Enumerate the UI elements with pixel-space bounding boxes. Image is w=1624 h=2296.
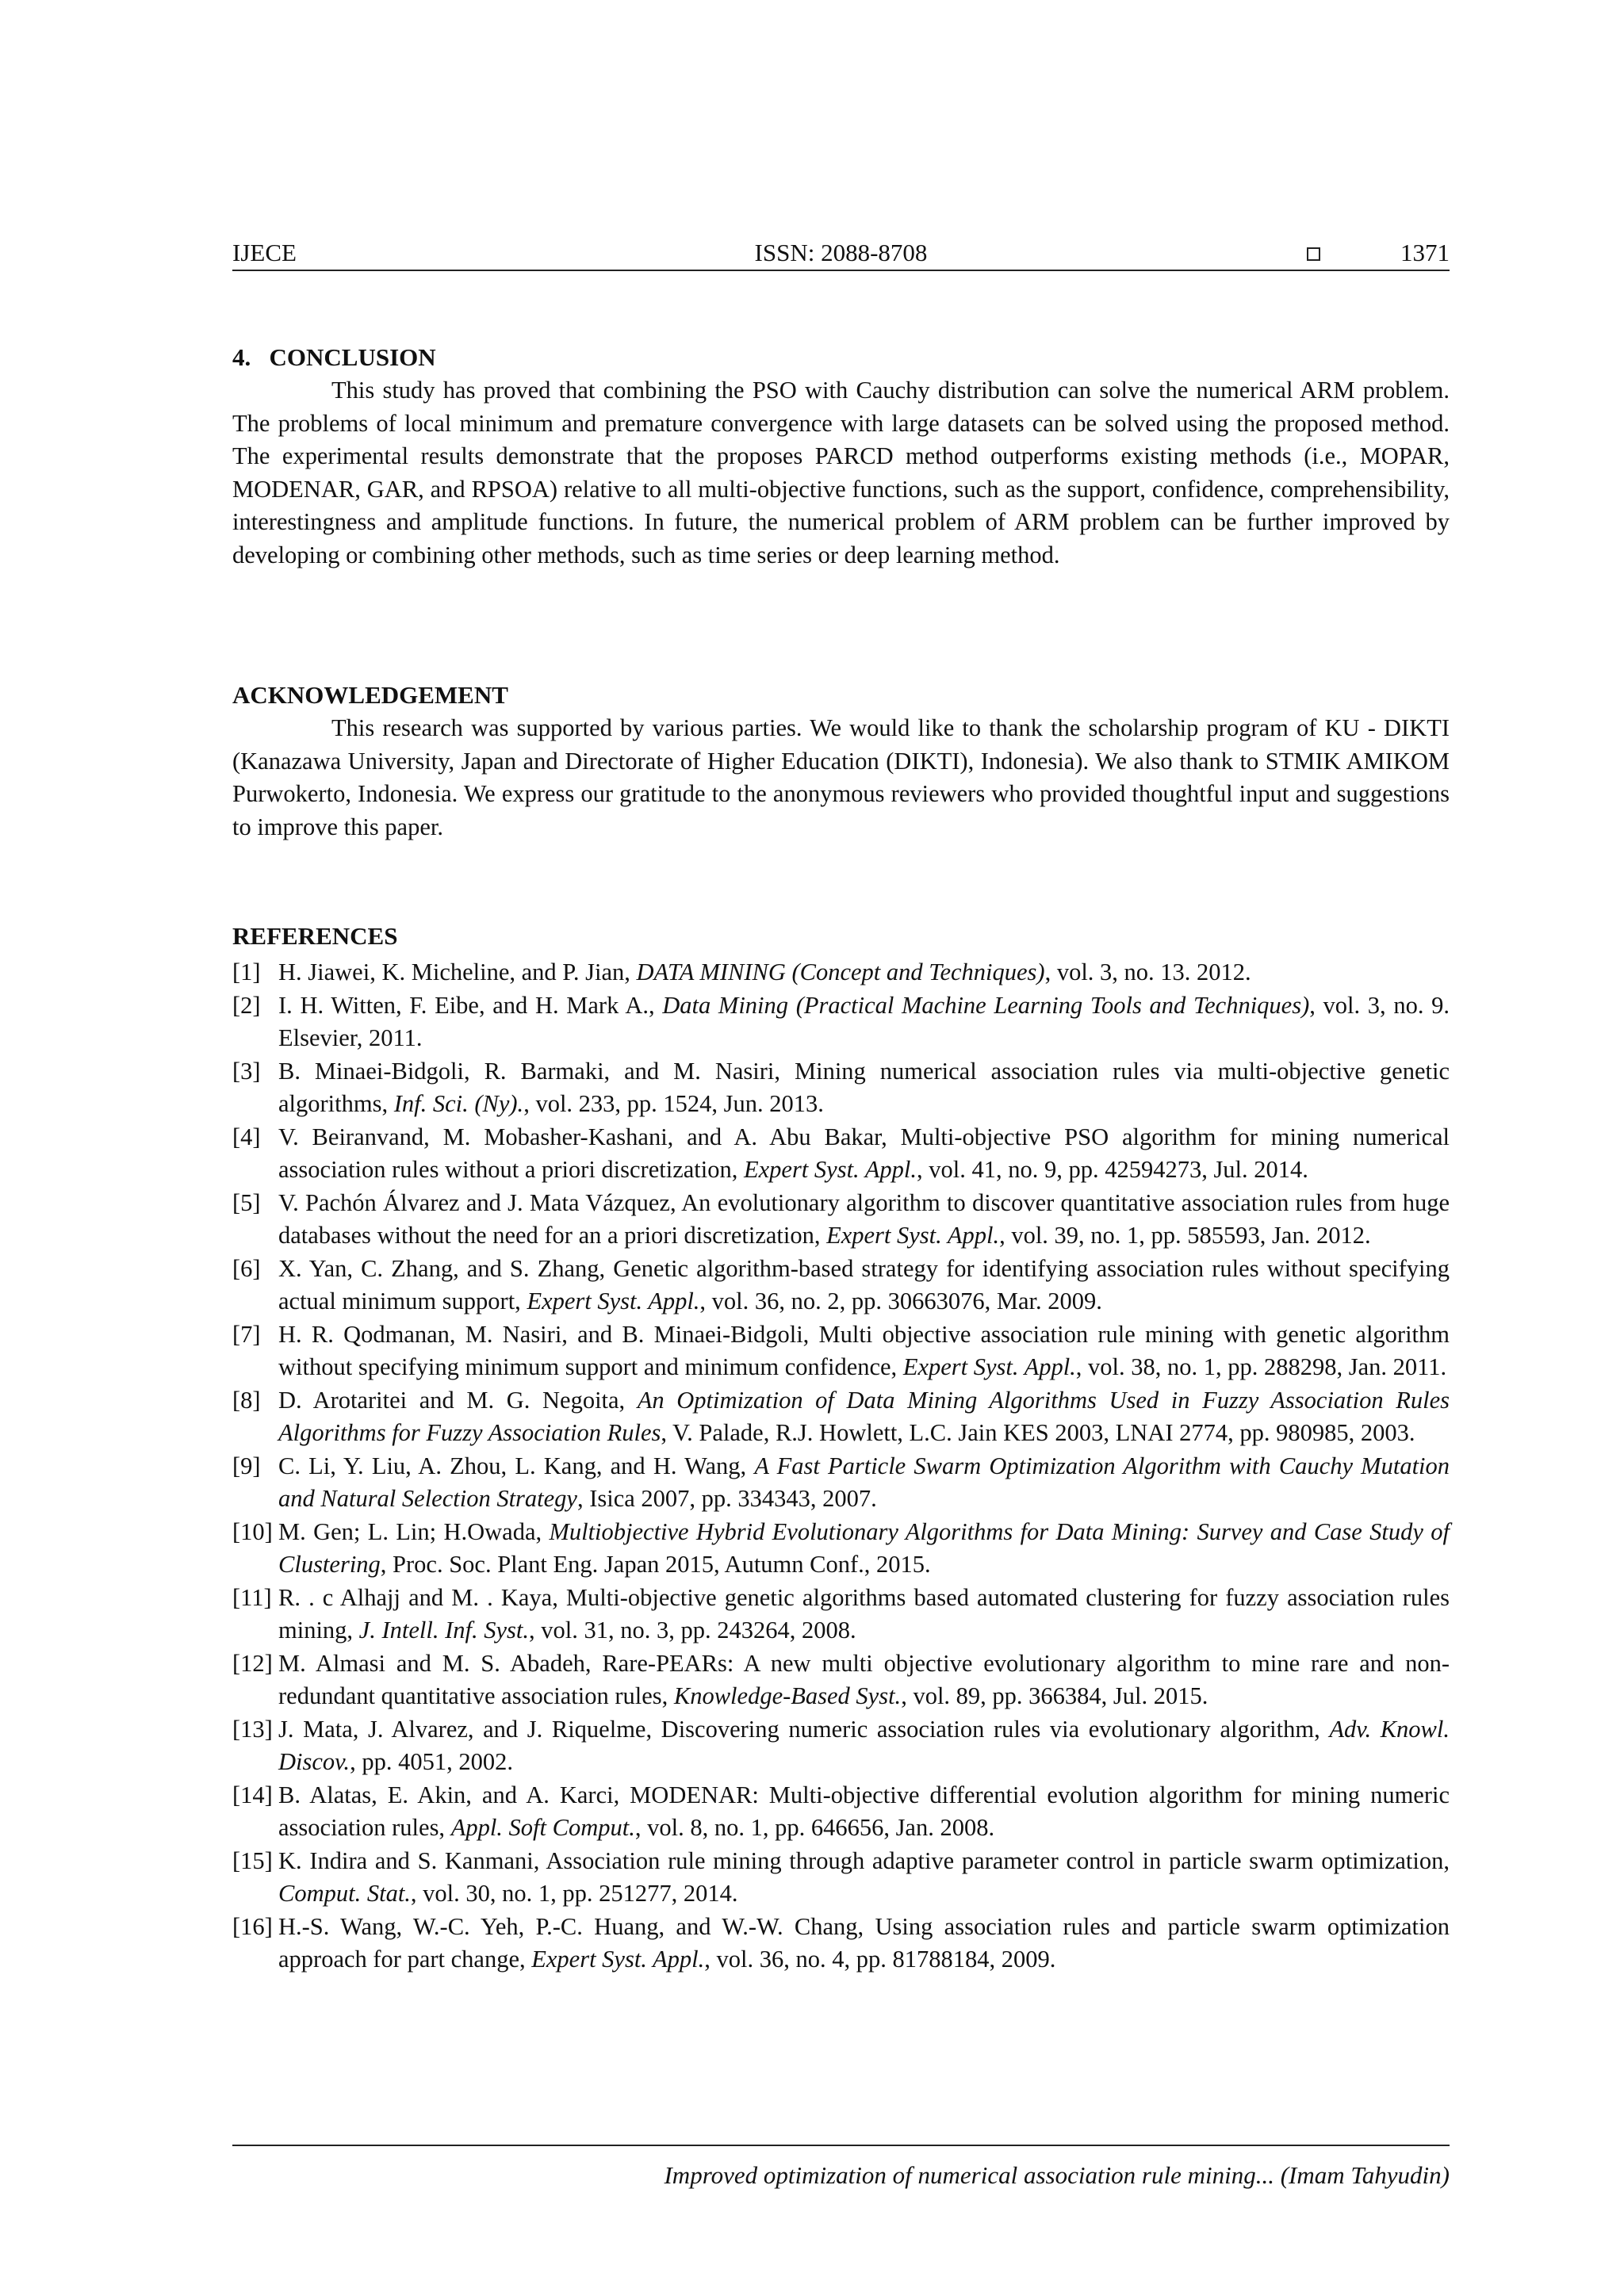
reference-authors-title: D. Arotaritei and M. G. Negoita, bbox=[278, 1386, 638, 1414]
reference-details: , vol. 38, no. 1, pp. 288298, Jan. 2011. bbox=[1075, 1353, 1447, 1380]
reference-venue: Expert Syst. Appl. bbox=[902, 1353, 1076, 1380]
acknowledgement-paragraph: This research was supported by various parties. We would like to thank the scholarship program of KU - DIKTI (Kanazawa University, Japan and Directorate of Higher Education (DIKTI), Indonesia). We also thank to STMIK AMIKOM Purwokerto, Indonesia. We express our gratitude to the anonymous reviewers who provided thoughtful input and suggestions to improve this paper. bbox=[232, 714, 1450, 840]
conclusion-section bbox=[232, 341, 1450, 572]
reference-number: [11] bbox=[232, 1583, 272, 1611]
page-footer bbox=[232, 2145, 1450, 2192]
reference-number: [3] bbox=[232, 1057, 261, 1085]
reference-item bbox=[232, 1384, 1450, 1450]
reference-number: [9] bbox=[232, 1452, 261, 1479]
reference-details: , vol. 36, no. 2, pp. 30663076, Mar. 2009. bbox=[699, 1288, 1102, 1314]
reference-details: , vol. 31, no. 3, pp. 243264, 2008. bbox=[528, 1617, 856, 1644]
reference-details: , vol. 89, pp. 366384, Jul. 2015. bbox=[901, 1682, 1208, 1709]
journal-name: IJECE bbox=[232, 239, 297, 266]
reference-item bbox=[232, 956, 1450, 989]
reference-item bbox=[232, 989, 1450, 1055]
footer-running-title: Improved optimization of numerical association rule mining... (Imam Tahyudin) bbox=[664, 2161, 1450, 2189]
reference-details: , vol. 3, no. 9. Elsevier, 2011. bbox=[278, 991, 1450, 1051]
reference-venue: Knowledge-Based Syst. bbox=[673, 1682, 902, 1709]
reference-authors-title: X. Yan, C. Zhang, and S. Zhang, Genetic algorithm-based strategy for identifying association rules without specifying actual minimum support, bbox=[278, 1254, 1450, 1314]
reference-number: [15] bbox=[232, 1846, 273, 1874]
reference-number: [12] bbox=[232, 1649, 273, 1677]
reference-item bbox=[232, 1779, 1450, 1845]
reference-details: , vol. 39, no. 1, pp. 585593, Jan. 2012. bbox=[999, 1222, 1371, 1249]
reference-authors-title: M. Gen; L. Lin; H.Owada, bbox=[278, 1517, 550, 1545]
reference-item bbox=[232, 1911, 1450, 1976]
reference-details: , vol. 8, no. 1, pp. 646656, Jan. 2008. bbox=[634, 1814, 995, 1841]
reference-authors-title: I. H. Witten, F. Eibe, and H. Mark A., bbox=[278, 991, 663, 1019]
reference-venue: Expert Syst. Appl. bbox=[531, 1946, 705, 1973]
conclusion-heading: 4. CONCLUSION bbox=[232, 343, 436, 371]
reference-number: [14] bbox=[232, 1781, 273, 1808]
reference-authors-title: H. R. Qodmanan, M. Nasiri, and B. Minaei-Bidgoli, Multi objective association rule mining with genetic algorithm without specifying minimum support and minimum confidence, bbox=[278, 1320, 1450, 1380]
reference-details: , vol. 233, pp. 1524, Jun. 2013. bbox=[523, 1090, 824, 1117]
reference-number: [8] bbox=[232, 1386, 261, 1414]
issn: ISSN: 2088-8708 bbox=[754, 239, 928, 266]
reference-authors-title: C. Li, Y. Liu, A. Zhou, L. Kang, and H. Wang, bbox=[278, 1452, 755, 1479]
reference-venue: Multiobjective Hybrid Evolutionary Algorithms for Data Mining: Survey and Case Study of Clustering bbox=[278, 1517, 1450, 1578]
reference-item bbox=[232, 1253, 1450, 1318]
reference-authors-title: V. Beiranvand, M. Mobasher-Kashani, and A. Abu Bakar, Multi-objective PSO algorithm for mining numerical association rules without a priori discretization, bbox=[278, 1123, 1450, 1183]
reference-number: [13] bbox=[232, 1715, 273, 1743]
reference-venue: Adv. Knowl. Discov. bbox=[278, 1715, 1450, 1775]
reference-number: [4] bbox=[232, 1123, 261, 1150]
reference-venue: Expert Syst. Appl. bbox=[826, 1222, 1000, 1249]
reference-venue: Appl. Soft Comput. bbox=[450, 1814, 635, 1841]
reference-details: , vol. 41, no. 9, pp. 42594273, Jul. 2014. bbox=[916, 1156, 1308, 1183]
page-number: 1371 bbox=[1400, 239, 1450, 266]
reference-venue: Expert Syst. Appl. bbox=[527, 1288, 700, 1314]
reference-list bbox=[232, 956, 1450, 1976]
reference-item bbox=[232, 1516, 1450, 1582]
reference-authors-title: R. . c Alhajj and M. . Kaya, Multi-objective genetic algorithms based automated clustering for fuzzy association rules mining, bbox=[278, 1583, 1450, 1644]
reference-number: [16] bbox=[232, 1912, 273, 1940]
reference-authors-title: K. Indira and S. Kanmani, Association rule mining through adaptive parameter control in particle swarm optimization, bbox=[278, 1846, 1450, 1874]
reference-authors-title: H.-S. Wang, W.-C. Yeh, P.-C. Huang, and W.-W. Chang, Using association rules and particle swarm optimization approach for part change, bbox=[278, 1912, 1450, 1973]
reference-authors-title: B. Minaei-Bidgoli, R. Barmaki, and M. Nasiri, Mining numerical association rules via multi-objective genetic algorithms, bbox=[278, 1057, 1450, 1117]
reference-authors-title: H. Jiawei, K. Micheline, and P. Jian, bbox=[278, 959, 637, 985]
reference-item bbox=[232, 1582, 1450, 1647]
reference-number: [7] bbox=[232, 1320, 261, 1348]
reference-item bbox=[232, 1318, 1450, 1384]
reference-authors-title: V. Pachón Álvarez and J. Mata Vázquez, An evolutionary algorithm to discover quantitative association rules from huge databases without the need for an a priori discretization, bbox=[278, 1188, 1450, 1249]
paper-page bbox=[232, 0, 1450, 2296]
reference-details: , Proc. Soc. Plant Eng. Japan 2015, Autumn Conf., 2015. bbox=[380, 1551, 931, 1578]
reference-item bbox=[232, 1055, 1450, 1121]
reference-number: [2] bbox=[232, 991, 261, 1019]
reference-venue: An Optimization of Data Mining Algorithms Used in Fuzzy Association Rules Algorithms for Fuzzy Association Rules bbox=[278, 1386, 1450, 1446]
reference-item bbox=[232, 1647, 1450, 1713]
reference-number: [5] bbox=[232, 1188, 261, 1216]
conclusion-paragraph: This study has proved that combining the PSO with Cauchy distribution can solve the numerical ARM problem. The problems of local minimum and premature convergence with large datasets can be solved using the proposed method. The experimental results demonstrate that the proposes PARCD method outperforms existing methods (i.e., MOPAR, MODENAR, GAR, and RPSOA) relative to all multi-objective functions, such as the support, confidence, comprehensibility, interestingness and amplitude functions. In future, the numerical problem of ARM problem can be further improved by developing or combining other methods, such as time series or deep learning method. bbox=[232, 377, 1450, 568]
reference-item bbox=[232, 1121, 1450, 1187]
reference-details: , vol. 36, no. 4, pp. 81788184, 2009. bbox=[704, 1946, 1056, 1973]
reference-item bbox=[232, 1845, 1450, 1911]
reference-details: , vol. 3, no. 13. 2012. bbox=[1044, 959, 1251, 985]
reference-number: [1] bbox=[232, 959, 261, 985]
reference-details: , Isica 2007, pp. 334343, 2007. bbox=[576, 1485, 877, 1512]
reference-venue: A Fast Particle Swarm Optimization Algorithm with Cauchy Mutation and Natural Selection Strategy bbox=[278, 1452, 1450, 1512]
reference-venue: J. Intell. Inf. Syst. bbox=[358, 1617, 529, 1644]
reference-venue: Inf. Sci. (Ny). bbox=[393, 1090, 524, 1117]
reference-item bbox=[232, 1187, 1450, 1253]
reference-authors-title: B. Alatas, E. Akin, and A. Karci, MODENAR: Multi-objective differential evolution algorithm for mining numeric association rules, bbox=[278, 1781, 1450, 1841]
reference-number: [6] bbox=[232, 1254, 261, 1282]
reference-details: , pp. 4051, 2002. bbox=[350, 1748, 513, 1775]
references-section bbox=[232, 920, 1450, 1976]
acknowledgement-section bbox=[232, 679, 1450, 844]
reference-item bbox=[232, 1450, 1450, 1516]
reference-venue: Comput. Stat. bbox=[278, 1880, 411, 1907]
reference-authors-title: J. Mata, J. Alvarez, and J. Riquelme, Discovering numeric association rules via evolutionary algorithm, bbox=[278, 1715, 1330, 1743]
references-heading: REFERENCES bbox=[232, 922, 398, 950]
reference-authors-title: M. Almasi and M. S. Abadeh, Rare-PEARs: A new multi objective evolutionary algorithm to mine rare and non-redundant quantitative association rules, bbox=[278, 1649, 1450, 1709]
reference-venue: Data Mining (Practical Machine Learning Tools and Techniques) bbox=[662, 991, 1310, 1019]
reference-number: [10] bbox=[232, 1517, 273, 1545]
reference-details: , vol. 30, no. 1, pp. 251277, 2014. bbox=[410, 1880, 738, 1907]
reference-venue: Expert Syst. Appl. bbox=[743, 1156, 917, 1183]
reference-venue: DATA MINING (Concept and Techniques) bbox=[636, 959, 1045, 985]
reference-details: , V. Palade, R.J. Howlett, L.C. Jain KES 2003, LNAI 2774, pp. 980985, 2003. bbox=[661, 1419, 1415, 1446]
reference-item bbox=[232, 1713, 1450, 1779]
acknowledgement-heading: ACKNOWLEDGEMENT bbox=[232, 681, 508, 709]
square-icon bbox=[1307, 247, 1320, 261]
page-header bbox=[232, 236, 1450, 271]
